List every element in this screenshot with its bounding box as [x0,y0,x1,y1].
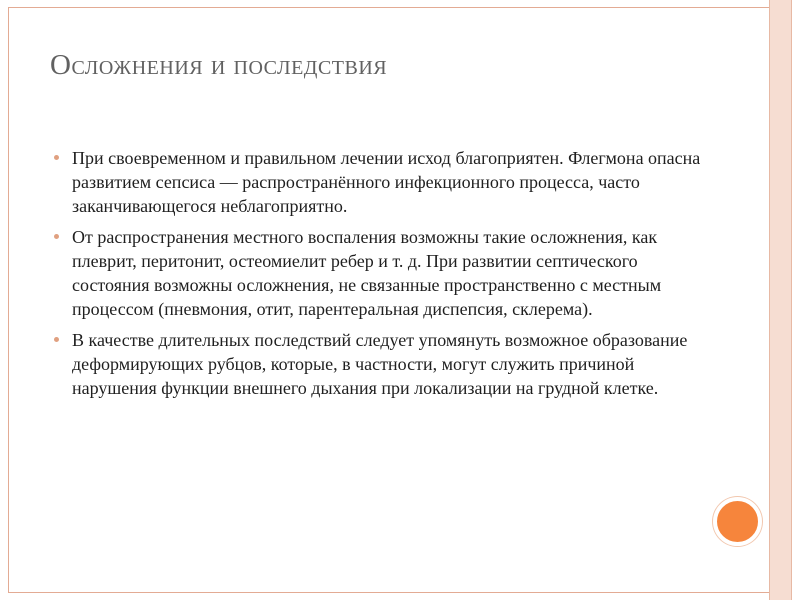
bullet-dot-icon [54,155,59,160]
bullet-item [54,225,704,321]
bullet-item [54,328,704,400]
bullet-dot-icon [54,234,59,239]
bullet-text: От распространения местного воспаления возможны такие осложнения, как плеврит, перитонит, остеомиелит ребер и т. д. При развитии септического состояния возможны осложнения, не связанные пространственно с местным процессом (пневмония, отит, парентеральная диспепсия, склерема). [72,227,662,319]
decorative-orange-circle-icon [713,497,762,546]
bullet-item [54,146,704,218]
slide-title: Осложнения и последствия [50,49,388,81]
bullet-dot-icon [54,337,59,342]
bullet-text: В качестве длительных последствий следует упомянуть возможное образование деформирующих рубцов, которые, в частности, могут служить причиной нарушения функции внешнего дыхания при локализации на грудной клетке. [72,330,688,398]
bullet-list [54,146,704,407]
decorative-side-band [769,0,792,600]
bullet-text: При своевременном и правильном лечении исход благоприятен. Флегмона опасна развитием сепсиса — распространённого инфекционного процесса, часто заканчивающегося неблагоприятно. [72,148,701,216]
